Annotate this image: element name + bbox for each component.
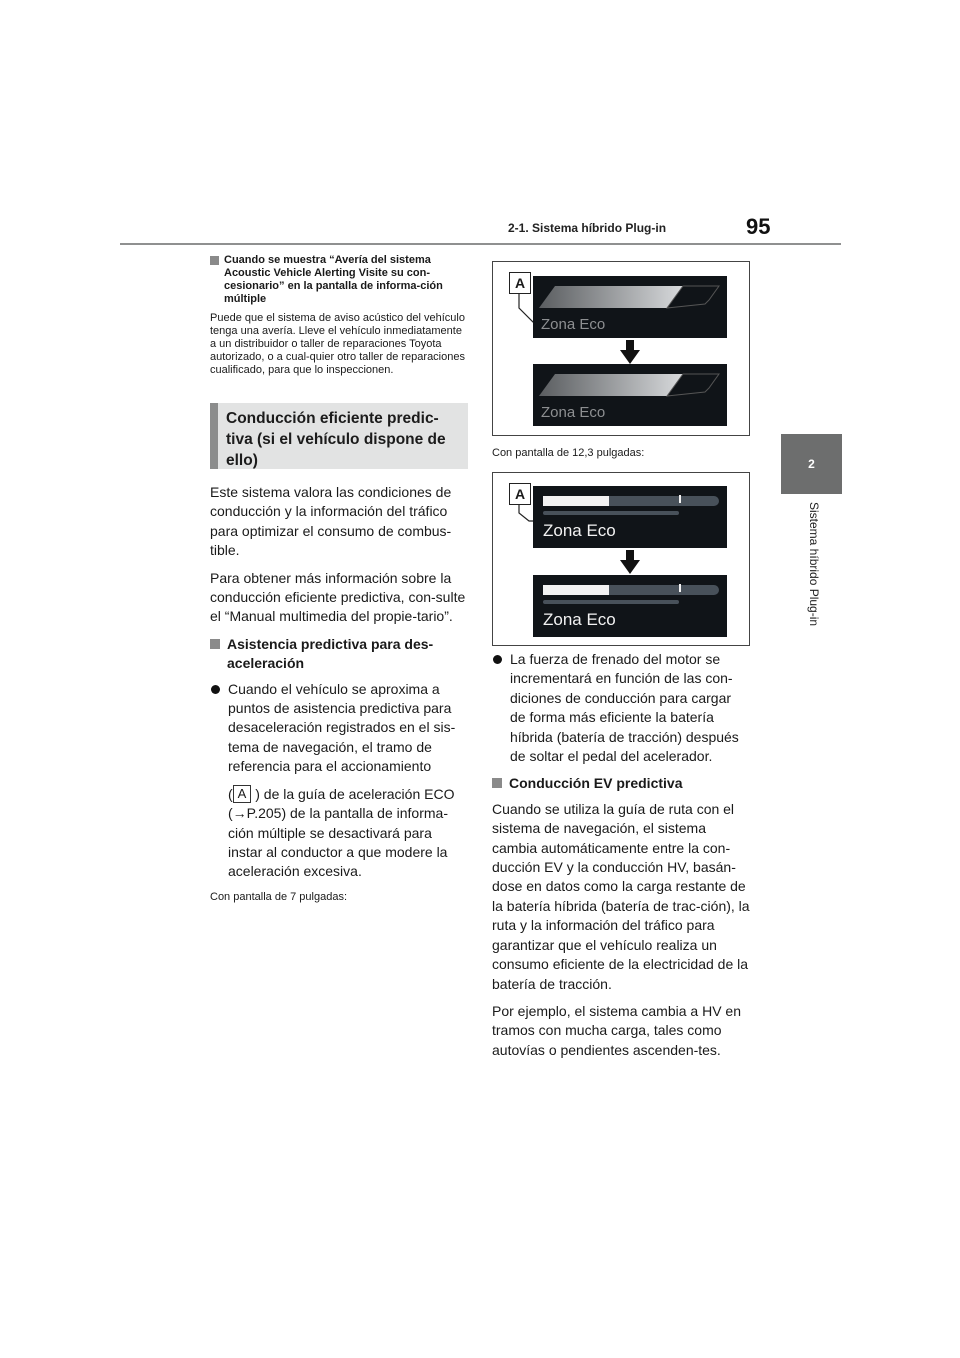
bullet-callout-line	[228, 785, 468, 804]
subheading-text: Asistencia predictiva para des-aceleración	[227, 635, 434, 672]
callout-a-inline: A	[233, 785, 252, 803]
square-bullet-icon	[210, 256, 219, 265]
chapter-side-title: Sistema híbrido Plug-in	[807, 502, 821, 627]
arrow-down-icon	[620, 550, 640, 574]
warning-heading-text: Cuando se muestra “Avería del sistema Acoustic Vehicle Alerting Visite su con-cesionario” en la pantalla de informa-ción múltiple	[224, 254, 443, 305]
figure-7in-display	[492, 261, 750, 436]
eco-screen-bottom	[533, 575, 727, 637]
callout-a-label: A	[509, 483, 531, 505]
header-rule	[120, 243, 841, 245]
bullet-part1: Cuando el vehículo se aproxima a puntos de asistencia predictiva para desaceleración registrados en el sis-tema de navegación, el tramo de referencia para el accionamiento	[228, 680, 456, 775]
square-bullet-icon	[492, 778, 502, 788]
ev-paragraph-1: Cuando se utiliza la guía de ruta con el sistema de navegación, el sistema cambia automáticamente entre la con-ducción EV y la conducción HV, basán-dose en datos como la carga restante de la batería híbrida (batería de trac-ción), la ruta y la información del tráfico para garantizar que el vehículo realiza un consumo eficiente de la electricidad de la batería de tracción.	[492, 800, 750, 992]
arrow-down-icon	[620, 340, 640, 364]
eco-screen-top	[533, 486, 727, 548]
eco-screen-bottom	[533, 364, 727, 426]
subheading-ev-text: Conducción EV predictiva	[509, 775, 683, 792]
section-title: Conducción eficiente predic-tiva (si el vehículo dispone de ello)	[226, 410, 446, 469]
paren-open: (	[228, 785, 233, 802]
left-column	[210, 254, 468, 904]
caption-12in: Con pantalla de 12,3 pulgadas:	[492, 447, 645, 459]
subheading-predictive-deceleration	[210, 635, 468, 674]
callout-a-label: A	[509, 272, 531, 294]
more-info-paragraph: Para obtener más información sobre la conducción eficiente predictiva, con-sulte el “Manual multimedia del propie-tario”.	[210, 569, 466, 625]
eco-screen-top	[533, 276, 727, 338]
page-number: 95	[746, 214, 771, 239]
intro-paragraph: Este sistema valora las condiciones de conducción y la información del tráfico para optimizar el consumo de combus-tible.	[210, 484, 452, 559]
warning-heading	[210, 254, 468, 306]
bullet-engine-brake	[492, 650, 750, 766]
eco-zone-label-bottom: Zona Eco	[541, 404, 606, 421]
subheading-ev-predictive	[492, 774, 750, 793]
running-header-section: 2-1. Sistema híbrido Plug-in	[508, 221, 667, 235]
caption-7in: Con pantalla de 7 pulgadas:	[210, 890, 347, 903]
chapter-tab[interactable]: 2	[781, 434, 842, 494]
warning-body: Puede que el sistema de aviso acústico del vehículo tenga una avería. Lleve el vehículo inmediatamente a un distribuidor o taller de reparaciones Toyota autorizado, o a cual-quier otro taller de reparaciones cualificado, para que lo inspeccionen.	[210, 312, 465, 376]
eco-zone-label-top: Zona Eco	[543, 521, 616, 540]
bullet-part2: ) de la guía de aceleración ECO	[255, 785, 455, 802]
right-column	[492, 650, 750, 1068]
bullet-engine-brake-text: La fuerza de frenado del motor se incrementará en función de las con-diciones de conducción para cargar de forma más eficiente la batería híbrida (batería de tracción) después de soltar el pedal del acelerador.	[510, 651, 739, 765]
bullet-deceleration	[210, 680, 468, 882]
section-title-box	[210, 403, 468, 469]
eco-zone-label-bottom: Zona Eco	[543, 610, 616, 629]
bullet-part3: (→P.205) de la pantalla de informa-ción múltiple se desactivará para instar al conductor a que modere la aceleración excesiva.	[228, 805, 448, 880]
square-bullet-icon	[210, 639, 220, 649]
eco-zone-label-top: Zona Eco	[541, 316, 606, 333]
ev-paragraph-2: Por ejemplo, el sistema cambia a HV en tramos con mucha carga, tales como autovías o pendientes ascenden-tes.	[492, 1002, 741, 1058]
figure-12in-display	[492, 472, 750, 646]
round-bullet-icon	[493, 655, 502, 664]
round-bullet-icon	[211, 685, 220, 694]
